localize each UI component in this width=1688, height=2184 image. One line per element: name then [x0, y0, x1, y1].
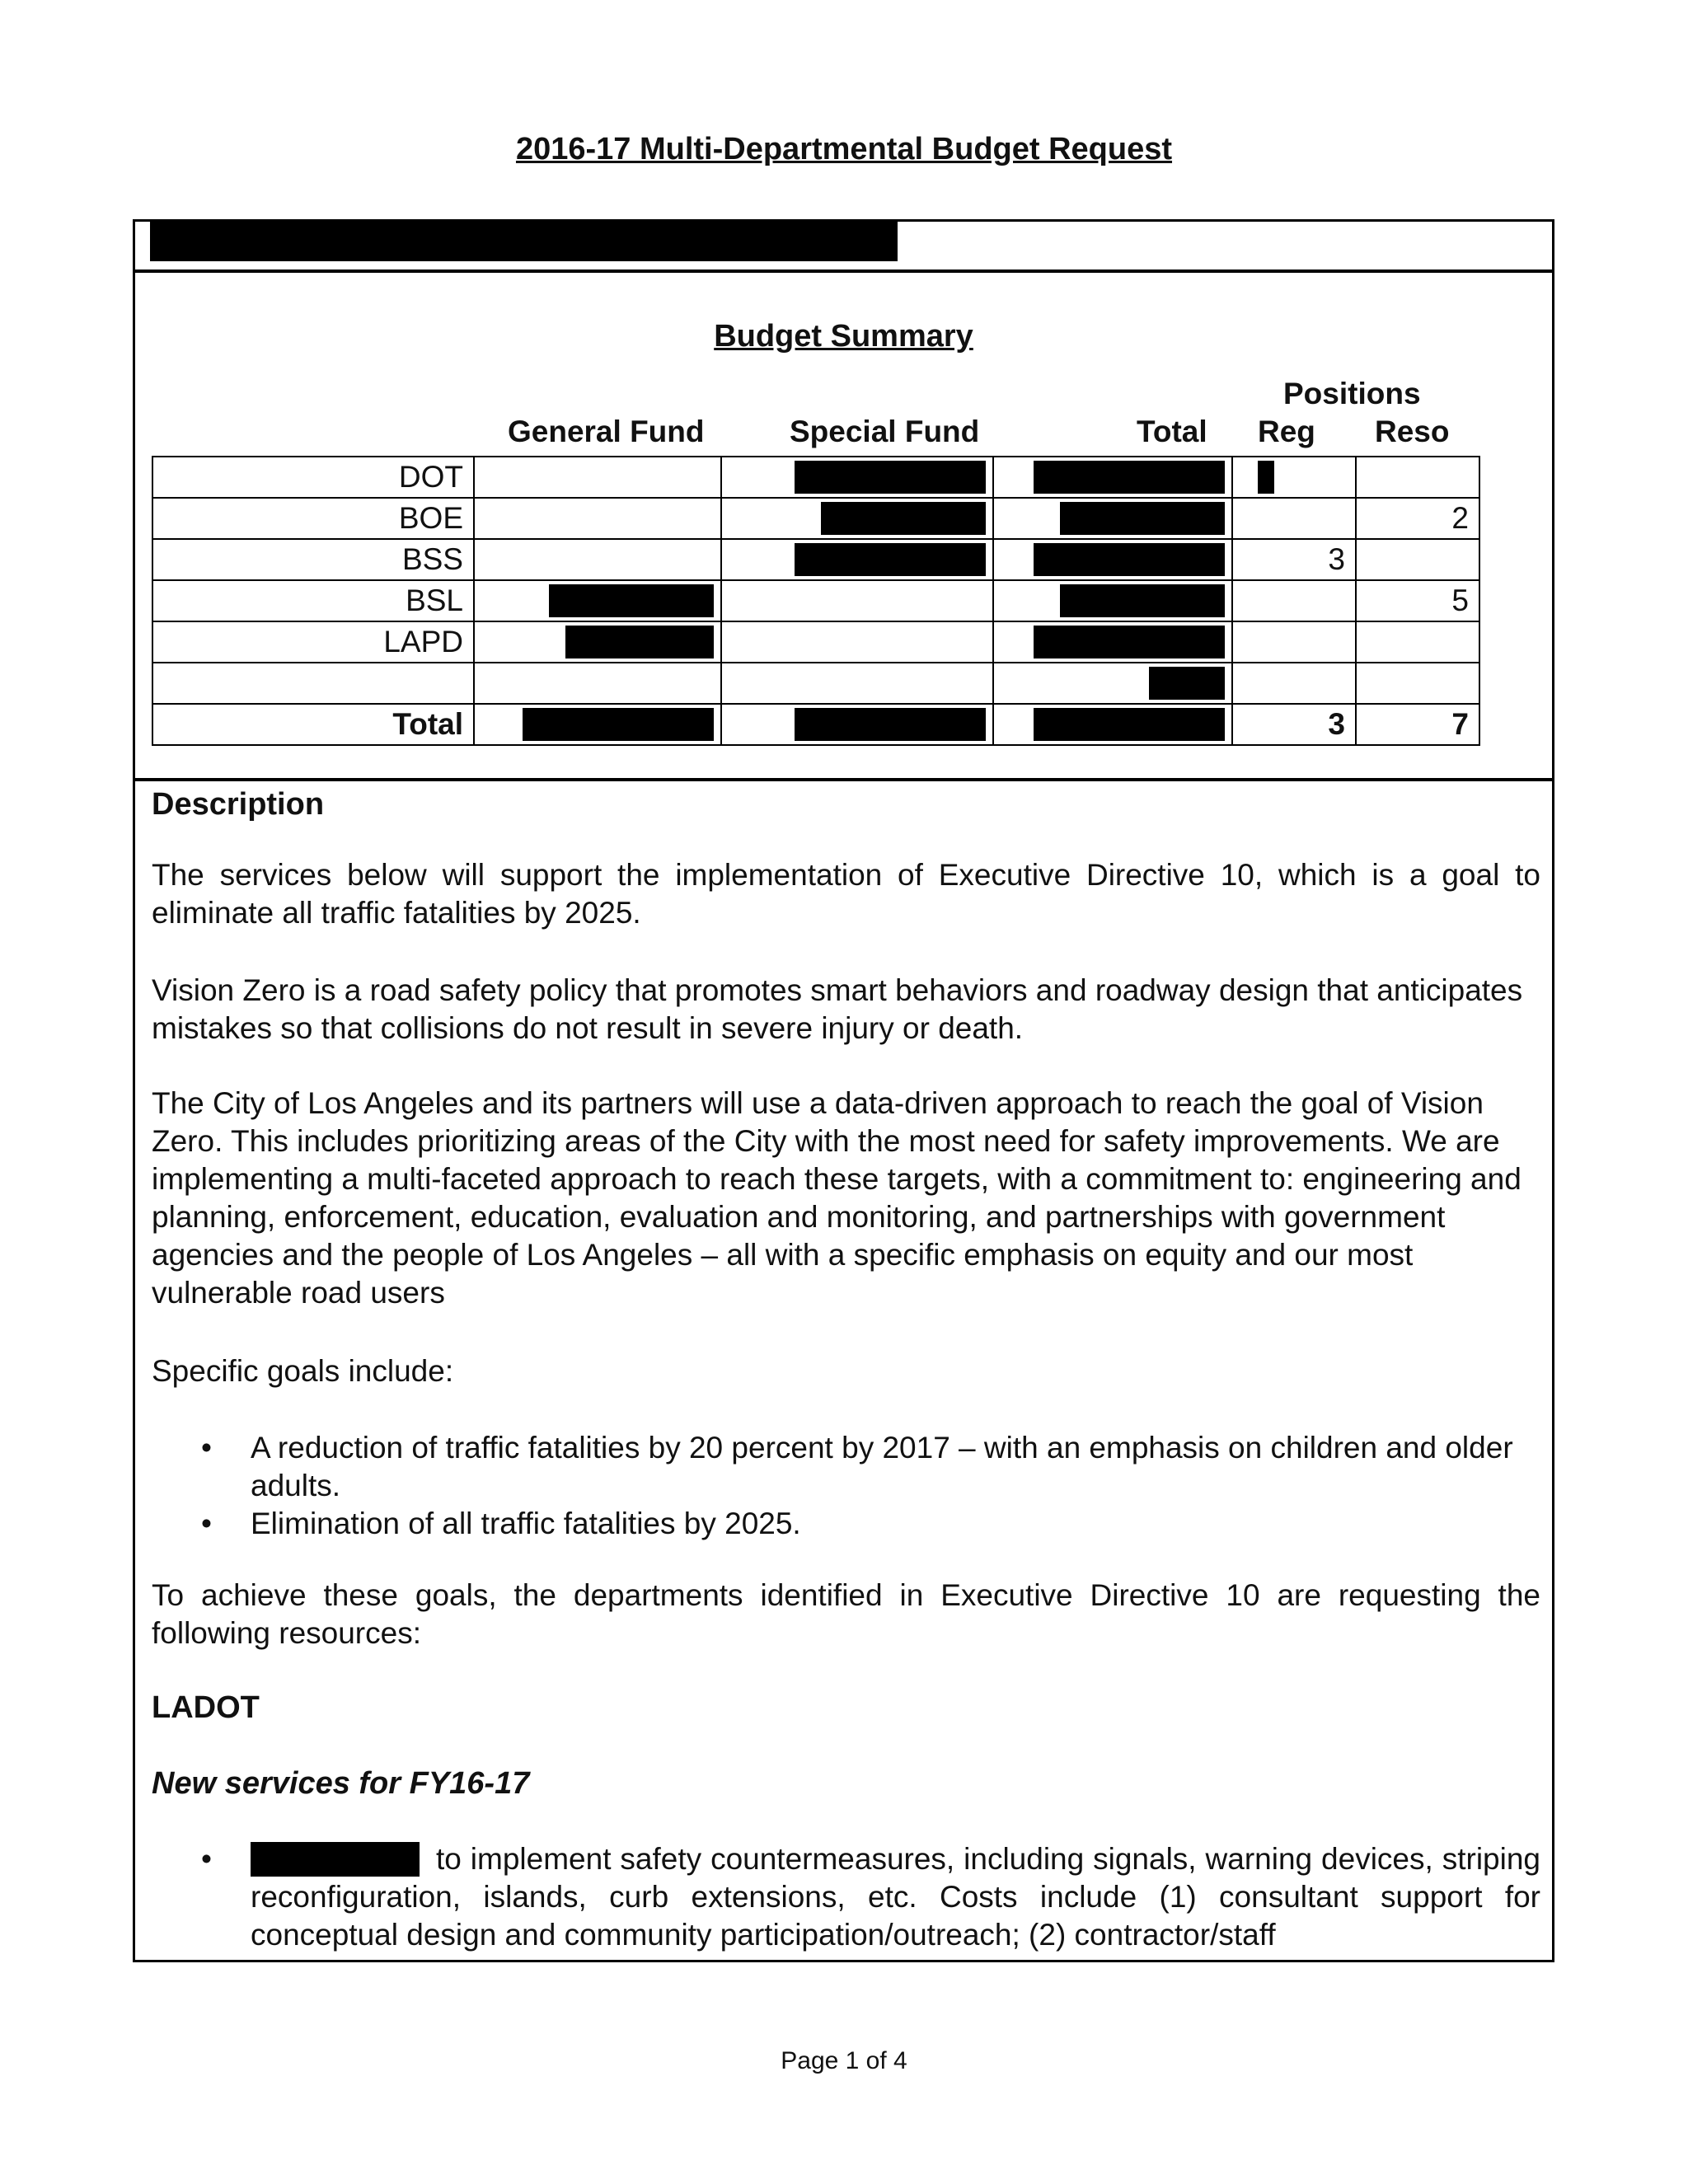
special-fund-cell — [721, 498, 993, 539]
table-row — [152, 498, 1479, 539]
budget-summary-table — [152, 456, 1480, 746]
general-fund-cell — [474, 580, 721, 621]
description-paragraph: The services below will support the implementation of Executive Directive 10, which is a goal to eliminate all traffic fatalities by 2025. — [152, 858, 1540, 930]
special-fund-total-cell — [721, 704, 993, 745]
total-cell — [993, 663, 1232, 704]
general-fund-cell — [474, 663, 721, 704]
bullet-marker: • — [201, 1842, 212, 1876]
dept-label — [152, 663, 474, 704]
redacted-amount — [1034, 626, 1225, 658]
redacted-amount — [795, 461, 986, 494]
goals-intro: Specific goals include: — [152, 1354, 454, 1388]
description-heading: Description — [152, 787, 325, 822]
redacted-amount — [1034, 708, 1225, 741]
budget-summary-title: Budget Summary — [714, 319, 973, 354]
grand-total-cell — [993, 704, 1232, 745]
table-row — [152, 457, 1479, 498]
redacted-amount — [1060, 502, 1225, 535]
reg-cell — [1232, 580, 1356, 621]
reg-total-cell: 3 — [1232, 704, 1356, 745]
table-total-row — [152, 704, 1479, 745]
general-fund-cell — [474, 457, 721, 498]
redacted-amount — [1149, 667, 1225, 700]
redacted-amount — [1034, 461, 1225, 494]
general-fund-cell — [474, 621, 721, 663]
dept-label: BSL — [152, 580, 474, 621]
reso-cell — [1356, 621, 1479, 663]
reg-cell: 3 — [1232, 539, 1356, 580]
service-item: to implement safety countermeasures, including signals, warning devices, striping reconfiguration, islands, curb extensions, etc. Costs include (1) consultant support for conceptual design and community participation/outreach; (2) contractor/staff — [251, 1842, 1540, 1952]
col-reg: Reg — [1258, 415, 1315, 448]
table-row — [152, 663, 1479, 704]
total-cell — [993, 580, 1232, 621]
budget-request-form — [133, 219, 1554, 1962]
col-total: Total — [1137, 415, 1207, 448]
reg-cell — [1232, 663, 1356, 704]
redacted-amount — [1034, 543, 1225, 576]
total-cell — [993, 539, 1232, 580]
total-cell — [993, 498, 1232, 539]
table-row — [152, 621, 1479, 663]
reso-cell — [1356, 663, 1479, 704]
page-title: 2016-17 Multi-Departmental Budget Request — [515, 132, 1173, 166]
dept-label: BOE — [152, 498, 474, 539]
redacted-amount — [251, 1842, 420, 1877]
redacted-amount — [1258, 461, 1274, 494]
page-number: Page 1 of 4 — [781, 2047, 907, 2074]
redacted-amount — [795, 708, 986, 741]
special-fund-cell — [721, 539, 993, 580]
col-general-fund: General Fund — [508, 415, 705, 448]
special-fund-cell — [721, 457, 993, 498]
table-row — [152, 539, 1479, 580]
special-fund-cell — [721, 621, 993, 663]
general-fund-cell — [474, 539, 721, 580]
goals-list — [152, 1429, 1540, 1543]
total-cell — [993, 621, 1232, 663]
reso-total-cell: 7 — [1356, 704, 1479, 745]
redacted-amount — [795, 543, 986, 576]
reg-cell — [1232, 457, 1356, 498]
reso-cell — [1356, 539, 1479, 580]
positions-header: Positions — [1283, 377, 1421, 410]
dept-label: BSS — [152, 539, 474, 580]
redacted-amount — [821, 502, 986, 535]
dept-label: DOT — [152, 457, 474, 498]
redacted-amount — [549, 584, 714, 617]
list-item: • A reduction of traffic fatalities by 20 percent by 2017 – with an emphasis on children and older adults. — [152, 1429, 1540, 1505]
redacted-amount — [1060, 584, 1225, 617]
reg-cell — [1232, 498, 1356, 539]
total-cell — [993, 457, 1232, 498]
reso-cell — [1356, 457, 1479, 498]
dept-label: LAPD — [152, 621, 474, 663]
total-label: Total — [152, 704, 474, 745]
table-row — [152, 580, 1479, 621]
general-fund-cell — [474, 498, 721, 539]
redacted-amount — [523, 708, 714, 741]
special-fund-cell — [721, 663, 993, 704]
reso-cell: 5 — [1356, 580, 1479, 621]
reg-cell — [1232, 621, 1356, 663]
redacted-request-title — [150, 222, 898, 261]
department-heading: LADOT — [152, 1690, 260, 1725]
description-paragraph: To achieve these goals, the departments identified in Executive Directive 10 are requesting the following resources: — [152, 1578, 1540, 1650]
col-reso: Reso — [1375, 415, 1450, 448]
list-item: • Elimination of all traffic fatalities by 2025. — [152, 1505, 1540, 1543]
reso-cell: 2 — [1356, 498, 1479, 539]
description-paragraph: Vision Zero is a road safety policy that promotes smart behaviors and roadway design that anticipates mistakes so that collisions do not result in severe injury or death. — [152, 973, 1523, 1045]
special-fund-cell — [721, 580, 993, 621]
general-fund-total-cell — [474, 704, 721, 745]
col-special-fund: Special Fund — [790, 415, 980, 448]
description-paragraph: The City of Los Angeles and its partners will use a data-driven approach to reach the goal of Vision Zero. This includes prioritizing areas of the City with the most need for safety improvements. We are implementing a multi-faceted approach to reach these targets, with a commitment to: engineering and planning, enforcement, education, evaluation and monitoring, and partnerships with government agencies and the people of Los Angeles – all with a specific emphasis on equity and our most vulnerable road users — [152, 1086, 1522, 1310]
redacted-amount — [565, 626, 714, 658]
new-services-heading: New services for FY16-17 — [152, 1766, 530, 1801]
header-divider — [135, 269, 1552, 273]
description-divider — [135, 778, 1552, 781]
